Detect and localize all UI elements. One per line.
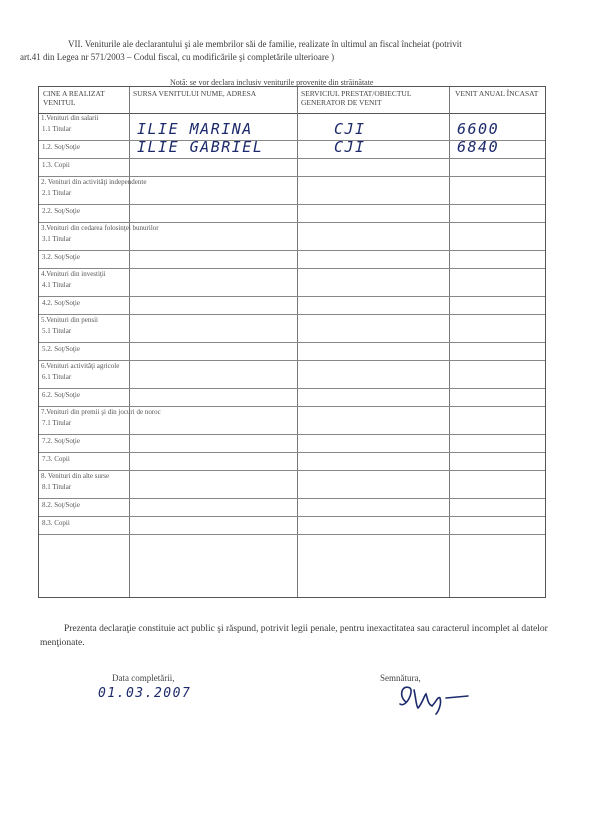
handwritten-service: CJI [334, 120, 366, 138]
table-row [39, 453, 545, 471]
table-header [39, 87, 545, 114]
table-row [39, 499, 545, 517]
row-label: 2.2. Soţ/Soţie [42, 207, 80, 215]
row-label: 3.2. Soţ/Soţie [42, 253, 80, 261]
table-row [39, 205, 545, 223]
row-label: 8.1 Titular [42, 483, 72, 491]
row-label: 5.2. Soţ/Soţie [42, 345, 80, 353]
handwritten-income: 6840 [457, 138, 500, 156]
table-row [39, 371, 545, 389]
section-title [39, 471, 545, 481]
note-foreign-income: Notă: se vor declara inclusiv veniturile provenite din străinătate [170, 78, 374, 87]
table-row [39, 325, 545, 343]
section-title-label: 1.Venituri din salarii [41, 114, 99, 122]
header-income: VENIT ANUAL ÎNCASAT [455, 89, 539, 98]
section-heading [20, 38, 572, 64]
date-value: 01.03.2007 [98, 686, 192, 701]
row-label: 7.1 Titular [42, 419, 72, 427]
heading-line-1: VII. Veniturile ale declarantului şi ale membrilor săi de familie, realizate în ultimul an fiscal încheiat (potrivit [68, 39, 462, 49]
table-row [39, 481, 545, 499]
table-row [39, 159, 545, 177]
table-row [39, 435, 545, 453]
handwritten-income: 6600 [457, 120, 500, 138]
row-label: 1.3. Copii [42, 161, 70, 169]
income-table [38, 86, 546, 598]
section-title [39, 361, 545, 371]
table-row [39, 343, 545, 361]
section-title-label: 7.Venituri din premii şi din jocuri de noroc [41, 408, 161, 416]
table-row [39, 187, 545, 205]
section-title-label: 5.Venituri din pensii [41, 316, 98, 324]
row-label: 5.1 Titular [42, 327, 72, 335]
header-service: SERVICIUL PRESTAT/OBIECTUL GENERATOR DE VENIT [301, 89, 412, 107]
handwritten-service: CJI [334, 138, 366, 156]
row-label: 4.2. Soţ/Soţie [42, 299, 80, 307]
table-row [39, 417, 545, 435]
handwritten-signature [396, 678, 486, 718]
handwritten-name: ILIE MARINA [137, 120, 253, 138]
table-row [39, 233, 545, 251]
section-title-label: 6.Venituri activităţi agricole [41, 362, 120, 370]
row-label: 4.1 Titular [42, 281, 72, 289]
section-title [39, 407, 545, 417]
section-title-label: 8. Venituri din alte surse [41, 472, 110, 480]
signature-label: Semnătura, [380, 673, 421, 683]
section-title-label: 4.Venituri din investiţii [41, 270, 106, 278]
heading-line-2: art.41 din Legea nr 571/2003 – Codul fiscal, cu modificările şi completările ulterioare ) [20, 52, 335, 62]
row-label: 6.1 Titular [42, 373, 72, 381]
table-row [39, 251, 545, 269]
table-row [39, 279, 545, 297]
row-label: 1.2. Soţ/Soţie [42, 143, 80, 151]
table-row [39, 297, 545, 315]
section-title-label: 2. Venituri din activităţi independente [41, 178, 147, 186]
handwritten-name: ILIE GABRIEL [137, 138, 264, 156]
section-title [39, 177, 545, 187]
row-label: 8.2. Soţ/Soţie [42, 501, 80, 509]
section-title [39, 269, 545, 279]
row-label: 8.3. Copii [42, 519, 70, 527]
row-label: 2.1 Titular [42, 189, 72, 197]
row-label: 3.1 Titular [42, 235, 72, 243]
section-title [39, 315, 545, 325]
table-row [39, 389, 545, 407]
header-who: CINE A REALIZAT VENITUL [43, 89, 105, 107]
table-row [39, 138, 545, 159]
header-source: SURSA VENITULUI NUME, ADRESA [133, 89, 257, 98]
row-label: 6.2. Soţ/Soţie [42, 391, 80, 399]
row-label: 7.2. Soţ/Soţie [42, 437, 80, 445]
row-label: 7.3. Copii [42, 455, 70, 463]
table-row [39, 517, 545, 535]
section-title [39, 223, 545, 233]
section-title-label: 3.Venituri din cedarea folosinţei bunurilor [41, 224, 159, 232]
legal-statement: Prezenta declaraţie constituie act public şi răspund, potrivit legii penale, pentru inexactitatea sau caracterul incomplet al datelor menţionate. [40, 624, 548, 648]
date-label: Data completării, [112, 673, 175, 683]
row-label: 1.1 Titular [42, 125, 72, 133]
